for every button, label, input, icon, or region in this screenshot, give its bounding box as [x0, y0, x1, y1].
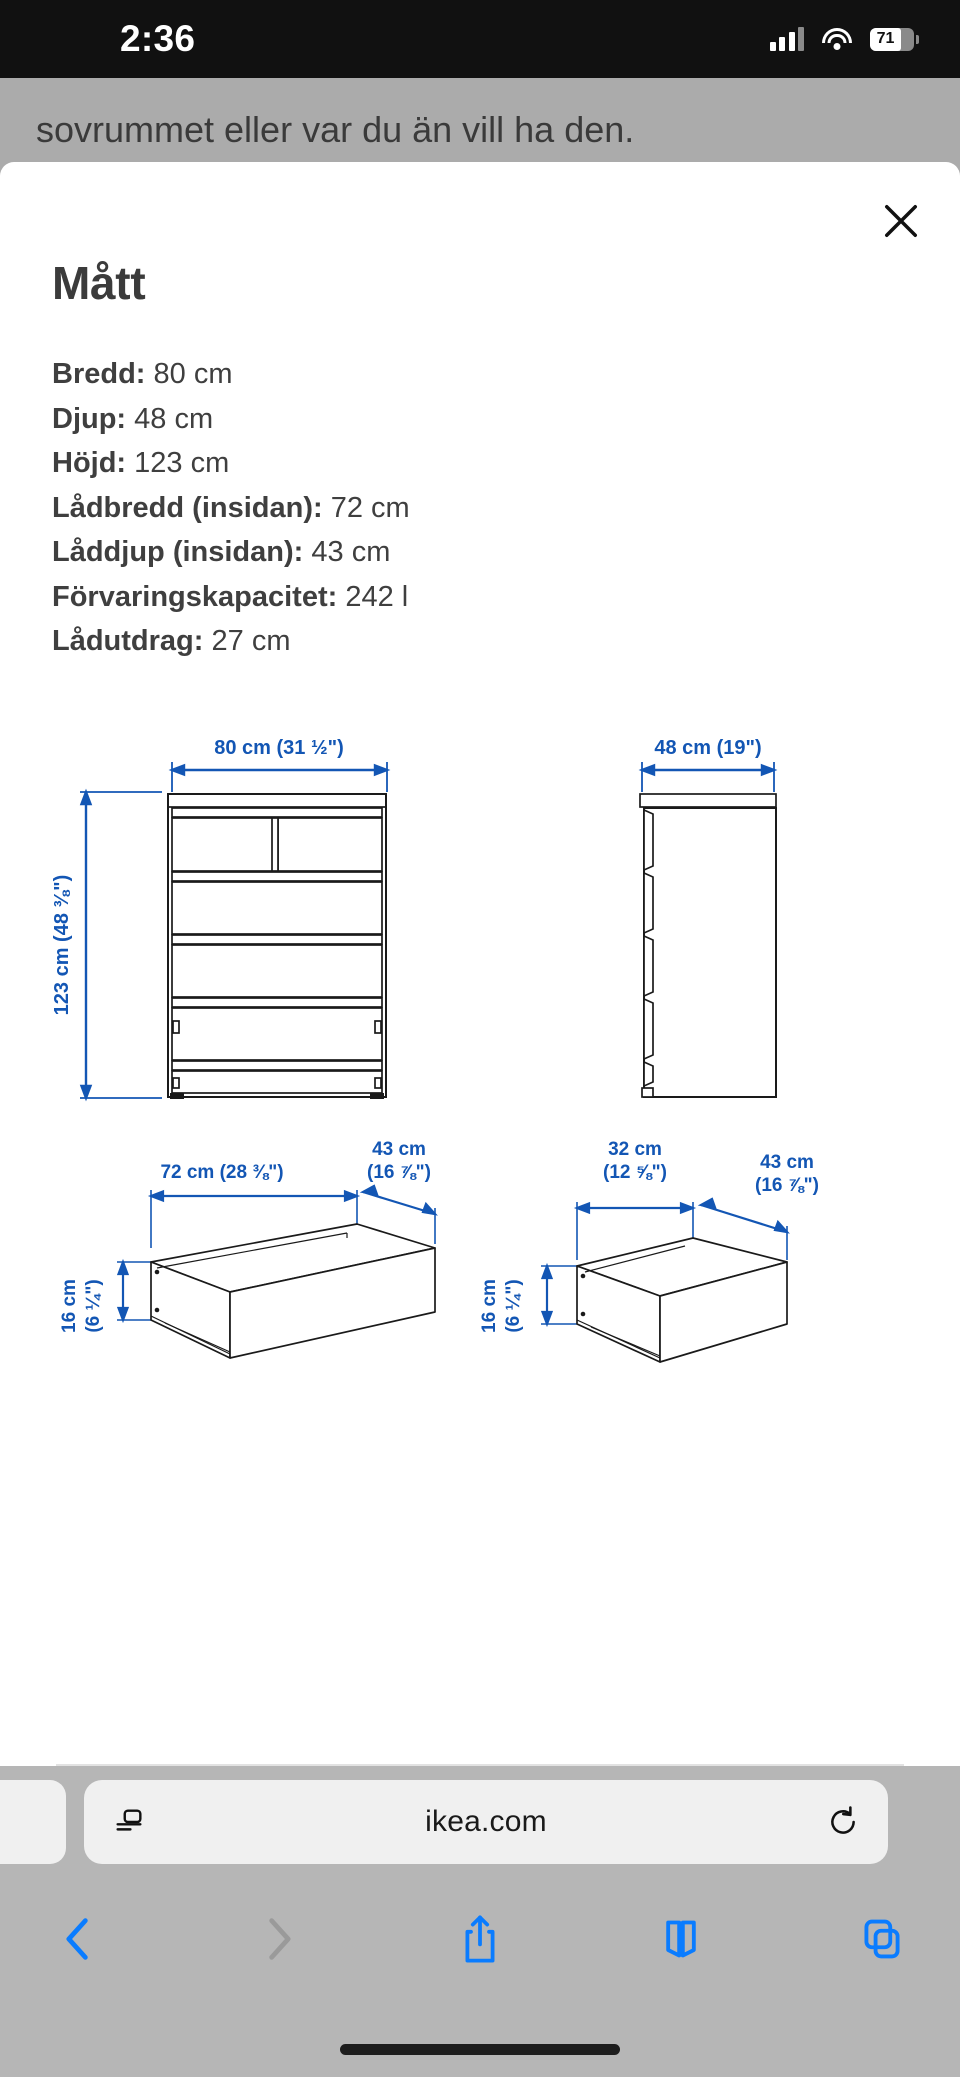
spec-row	[52, 534, 908, 571]
wifi-icon	[822, 28, 852, 51]
spec-key: Lådbredd (insidan):	[52, 491, 323, 524]
safari-tab-strip	[0, 1766, 960, 1878]
bookmarks-button[interactable]	[649, 1910, 713, 1968]
spec-value: 80 cm	[153, 358, 233, 390]
share-button[interactable]	[448, 1908, 512, 1970]
status-bar-indicators	[770, 27, 915, 51]
spec-row	[52, 490, 908, 527]
spec-row	[52, 623, 908, 660]
spec-row	[52, 445, 908, 482]
spec-key: Förvaringskapacitet:	[52, 580, 338, 613]
spec-value: 27 cm	[211, 625, 291, 658]
safari-bottom-bar	[0, 1766, 960, 2077]
battery-icon	[870, 28, 914, 51]
tabs-button[interactable]	[850, 1910, 914, 1968]
home-indicator	[340, 2044, 620, 2055]
front-view-width-label: 80 cm (31 ½")	[214, 736, 344, 759]
page-title: Mått	[52, 257, 146, 309]
bookmarks-icon	[659, 1914, 703, 1964]
spec-key: Bredd:	[52, 358, 146, 390]
side-view-drawing	[522, 726, 912, 1116]
small-drawer-drawing	[457, 1120, 887, 1380]
spec-row	[52, 579, 908, 616]
dimension-spec-list	[52, 356, 908, 660]
cellular-signal-icon	[770, 27, 805, 51]
spec-key: Djup:	[52, 402, 127, 435]
reader-view-icon	[112, 1805, 146, 1839]
spec-key: Lådutdrag:	[52, 625, 204, 658]
spec-row	[52, 401, 908, 438]
small-drawer-height-label-line1: 16 cm	[479, 1278, 500, 1333]
spec-value: 123 cm	[134, 447, 230, 480]
large-drawer-depth-label-line1: 43 cm	[372, 1138, 426, 1160]
front-view-drawing	[42, 726, 442, 1116]
small-drawer-depth-label-line1: 43 cm	[760, 1151, 814, 1173]
safari-toolbar	[0, 1878, 960, 1970]
adjacent-tab-peek[interactable]	[0, 1780, 66, 1864]
address-bar-host[interactable]: ikea.com	[425, 1805, 547, 1838]
status-bar	[0, 0, 960, 78]
large-drawer-height-label-line1: 16 cm	[59, 1278, 80, 1333]
tabs-icon	[860, 1914, 904, 1964]
spec-key: Låddjup (insidan):	[52, 536, 304, 569]
front-view-height-label: 123 cm (48 ⅜")	[51, 874, 73, 1016]
close-icon	[882, 202, 920, 240]
small-drawer-width-label-line2: (12 ⅝")	[603, 1161, 667, 1183]
reader-view-button[interactable]	[112, 1805, 154, 1839]
large-drawer-depth-label-line2: (16 ⅞")	[367, 1161, 431, 1183]
dimensions-modal	[0, 162, 960, 1766]
spec-value: 43 cm	[311, 536, 391, 569]
technical-drawings	[52, 700, 908, 1400]
spec-value: 48 cm	[134, 402, 214, 435]
address-bar[interactable]	[84, 1780, 888, 1864]
large-drawer-width-label: 72 cm (28 ⅜")	[160, 1161, 284, 1183]
background-text-line-1: sovrummet eller var du än vill ha den.	[36, 109, 635, 150]
large-drawer-drawing	[47, 1120, 477, 1380]
small-drawer-width-label-line1: 32 cm	[608, 1138, 662, 1160]
back-button[interactable]	[46, 1909, 110, 1969]
forward-button[interactable]	[247, 1909, 311, 1969]
battery-level-label: 71	[876, 30, 895, 47]
small-drawer-depth-label-line2: (16 ⅞")	[755, 1174, 819, 1196]
close-button[interactable]	[842, 162, 960, 280]
forward-chevron-icon	[257, 1913, 301, 1965]
small-drawer-height-label-line2: (6 ¼")	[503, 1279, 524, 1333]
side-view-depth-label: 48 cm (19")	[654, 736, 762, 759]
status-bar-time: 2:36	[120, 18, 196, 59]
share-icon	[458, 1912, 502, 1966]
spec-key: Höjd:	[52, 447, 127, 480]
spec-value: 72 cm	[330, 491, 410, 524]
reload-button[interactable]	[818, 1805, 860, 1839]
spec-value: 242 l	[345, 580, 409, 613]
spec-row	[52, 356, 908, 393]
back-chevron-icon	[56, 1913, 100, 1965]
reload-icon	[826, 1805, 860, 1839]
large-drawer-height-label-line2: (6 ¼")	[83, 1279, 104, 1333]
